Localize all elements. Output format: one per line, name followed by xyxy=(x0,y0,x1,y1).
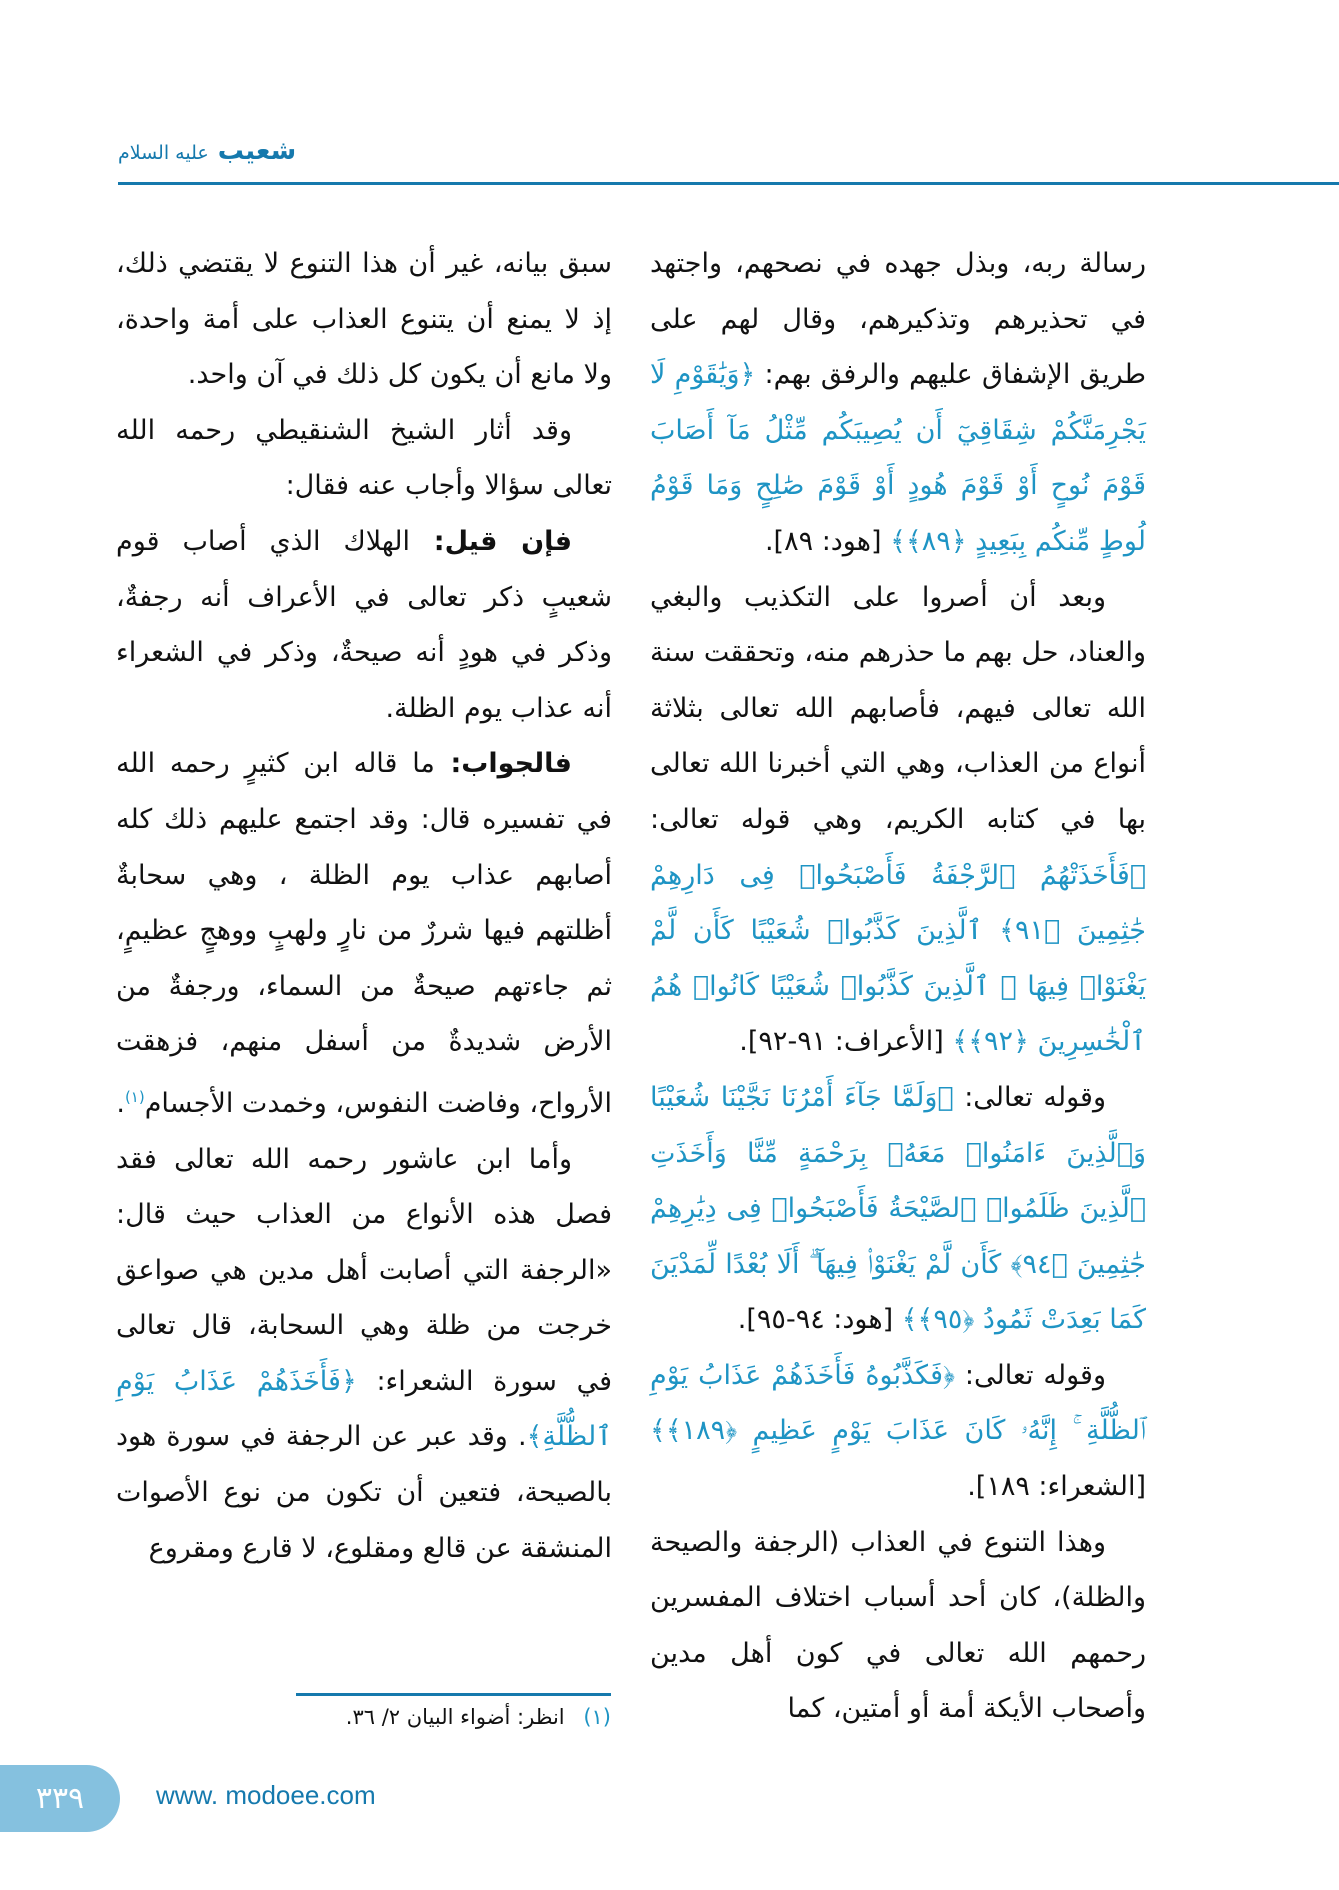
paragraph-text: وقوله تعالى: xyxy=(953,1081,1107,1113)
paragraph xyxy=(650,1515,1146,1737)
paragraph-text: . xyxy=(116,1087,125,1119)
paragraph xyxy=(116,1132,612,1577)
paragraph-text: [الأعراف: ٩١-٩٢]. xyxy=(739,1026,953,1058)
quran-verse: ﴿وَلَمَّا جَآءَ أَمْرُنَا نَجَّيْنَا شُعَيْبًا وَٱلَّذِينَ ءَامَنُوا۟ مَعَهُۥ بِرَحْمَةٍ مِّنَّا وَأَخَذَتِ ٱلَّذِينَ ظَلَمُوا۟ ٱلصَّيْحَةُ فَأَصْبَحُوا۟ فِى دِيَٰرِهِمْ جَٰثِمِينَ ﴿٩٤﴾ كَأَن لَّمْ يَغْنَوْا۟ فِيهَآ ۗ أَلَا بُعْدًا لِّمَدْيَنَ كَمَا بَعِدَتْ ثَمُودُ ﴿٩٥﴾﴾ xyxy=(650,1081,1146,1336)
paragraph-text: وأما ابن عاشور رحمه الله تعالى فقد فصل هذه الأنواع من العذاب حيث قال: «الرجفة التي أصابت أهل مدين هي صواعق خرجت من ظلة وهي السحابة، قال تعالى في سورة الشعراء: xyxy=(116,1143,612,1397)
text-column-left xyxy=(116,236,612,1576)
text-column-right xyxy=(650,236,1146,1737)
footnote-divider xyxy=(296,1693,611,1696)
quran-verse: ﴿وَيَٰقَوْمِ لَا يَجْرِمَنَّكُمْ شِقَاقِيٓ أَن يُصِيبَكُم مِّثْلُ مَآ أَصَابَ قَوْمَ نُوحٍ أَوْ قَوْمَ هُودٍ أَوْ قَوْمَ صَٰلِحٍ وَمَا قَوْمُ لُوطٍ مِّنكُم بِبَعِيدٍ ﴿٨٩﴾﴾ xyxy=(650,359,1146,557)
lead-phrase: فالجواب: xyxy=(434,748,572,780)
paragraph xyxy=(650,236,1146,570)
paragraph-text: رسالة ربه، وبذل جهده في نصحهم، واجتهد في تحذيرهم وتذكيرهم، وقال لهم على طريق الإشفاق عليهم والرفق بهم: xyxy=(650,248,1146,391)
lead-phrase: فإن قيل: xyxy=(410,525,572,557)
chapter-title xyxy=(118,136,296,166)
paragraph-text: . وقد عبر عن الرجفة في سورة هود بالصيحة، فتعين أن تكون من نوع الأصوات المنشقة عن قالع ومقلوع، لا قارع ومقروع xyxy=(116,1421,612,1564)
footnote-number: (١) xyxy=(583,1705,611,1729)
quran-verse: ﴿فَكَذَّبُوهُ فَأَخَذَهُمْ عَذَابُ يَوْمِ ٱلظُّلَّةِ ۚ إِنَّهُۥ كَانَ عَذَابَ يَوْمٍ عَظِيمٍ ﴿١٨٩﴾﴾ xyxy=(650,1359,1146,1447)
paragraph-text: الهلاك الذي أصاب قوم شعيبٍ ذكر تعالى في الأعراف أنه رجفةٌ، وذكر في هودٍ أنه صيحةٌ، وذكر في الشعراء أنه عذاب يوم الظلة. xyxy=(116,525,612,724)
page-number: ٣٣٩ xyxy=(0,1765,120,1832)
footnote-text: انظر: أضواء البيان ٢/ ٣٦. xyxy=(345,1705,565,1729)
footnote xyxy=(296,1705,611,1729)
paragraph-text: ما قاله ابن كثيرٍ رحمه الله في تفسيره قال: وقد اجتمع عليهم ذلك كله أصابهم عذاب يوم الظلة ، وهي سحابةٌ أظلتهم فيها شررٌ من نارٍ ولهبٍ ووهجٍ عظيمٍ، ثم جاءتهم صيحةٌ من السماء، ورجفةٌ من الأرض شديدةٌ من أسفل منهم، فزهقت الأرواح، وفاضت النفوس، وخمدت الأجسام xyxy=(116,748,612,1119)
paragraph-text: وقوله تعالى: xyxy=(954,1359,1106,1391)
quran-verse: ﴿فَأَخَذَتْهُمُ ٱلرَّجْفَةُ فَأَصْبَحُوا۟ فِى دَارِهِمْ جَٰثِمِينَ ﴿٩١﴾ ٱلَّذِينَ كَذَّبُوا۟ شُعَيْبًا كَأَن لَّمْ يَغْنَوْا۟ فِيهَا ۚ ٱلَّذِينَ كَذَّبُوا۟ شُعَيْبًا كَانُوا۟ هُمُ ٱلْخَٰسِرِينَ ﴿٩٢﴾﴾ xyxy=(650,859,1146,1058)
paragraph xyxy=(650,1348,1146,1515)
header-divider xyxy=(118,182,1339,185)
paragraph xyxy=(116,403,612,514)
paragraph-text: سبق بيانه، غير أن هذا التنوع لا يقتضي ذلك، إذ لا يمنع أن يتنوع العذاب على أمة واحدة، ولا مانع أن يكون كل ذلك في آن واحد. xyxy=(116,248,612,391)
paragraph xyxy=(116,736,612,1131)
paragraph-text: وقد أثار الشيخ الشنقيطي رحمه الله تعالى سؤالا وأجاب عنه فقال: xyxy=(116,414,612,502)
chapter-title-name: شعيب xyxy=(217,136,297,166)
paragraph-text: [هود: ٨٩]. xyxy=(764,525,891,557)
paragraph-text: وهذا التنوع في العذاب (الرجفة والصيحة والظلة)، كان أحد أسباب اختلاف المفسرين رحمهم الله تعالى في كون أهل مدين وأصحاب الأيكة أمة أو أمتين، كما xyxy=(650,1526,1146,1725)
paragraph xyxy=(650,1070,1146,1348)
quran-verse: ﴿فَأَخَذَهُمْ عَذَابُ يَوْمِ ٱلظُّلَّةِ﴾ xyxy=(116,1365,612,1453)
paragraph xyxy=(650,570,1146,1070)
footnote-marker: (١) xyxy=(124,1087,145,1106)
paragraph xyxy=(116,236,612,403)
paragraph-text: [هود: ٩٤-٩٥]. xyxy=(737,1304,902,1336)
paragraph-text: وبعد أن أصروا على التكذيب والبغي والعناد، حل بهم ما حذرهم منه، وتحققت سنة الله تعالى فيهم، فأصابهم الله تعالى بثلاثة أنواع من العذاب، وهي التي أخبرنا الله تعالى بها في كتابه الكريم، وهي قوله تعالى: xyxy=(650,581,1146,835)
paragraph xyxy=(116,514,612,736)
website-link[interactable]: www. modoee.com xyxy=(156,1780,376,1810)
chapter-title-honorific: عليه السلام xyxy=(118,142,209,164)
paragraph-text: [الشعراء: ١٨٩]. xyxy=(967,1471,1146,1503)
